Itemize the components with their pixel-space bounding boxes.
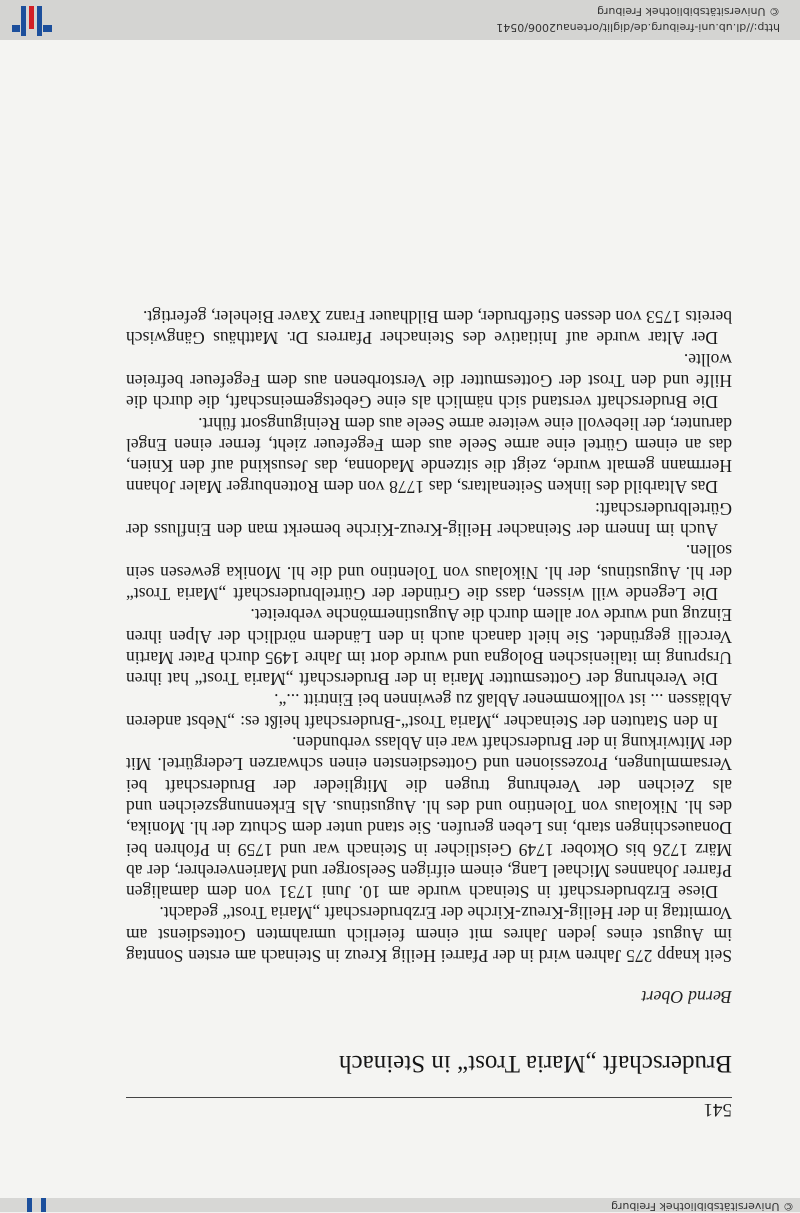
top-watermark-strip [0, 0, 800, 40]
paragraph: Seit knapp 275 Jahren wird in der Pfarrei Heilig Kreuz in Steinach am ersten Sonntag im August eines jeden Jahres mit einem feierlich umrahmten Gottesdienst am Vormittag in der Heilig-Kreuz-Kirche der Erzbruderschaft „Maria Trost“ gedacht. [126, 903, 732, 966]
paragraph: In den Statuten der Steinacher „Maria Trost“-Bruderschaft heißt es: „Nebst anderen Ablässen ... ist vollkommener Ablaß zu gewinnen bei Eintritt ...“. [126, 690, 732, 732]
paragraph: Das Altarbild des linken Seitenaltars, das 1778 von dem Rottenburger Maler Johann Herrmann gemalt wurde, zeigt die sitzende Madonna, das Jesuskind auf den Knien, das an einem Gürtel eine arme Seele aus dem Fegefeuer zieht, ferner einen Engel darunter, der liebevoll eine weitere arme Seele aus dem Reinigungsort führt. [126, 413, 732, 498]
paragraph: Die Legende will wissen, dass die Gründer der Gürtelbruderschaft „Maria Trost“ der hl. Augustinus, der hl. Nikolaus von Tolentino und die hl. Monika gewesen sein sollen. [126, 541, 732, 604]
article-author: Bernd Obert [641, 987, 732, 1007]
ub-freiburg-logo-icon [12, 6, 52, 36]
paragraph: Diese Erzbruderschaft in Steinach wurde am 10. Juni 1731 von dem damaligen Pfarrer Johannes Michael Lang, einem eifrigen Seelsorger und Marienverehrer, der ab März 1726 bis Oktober 1749 Geistlicher in Steinach war und 1759 in Pfohren bei Donaueschingen starb, ins Leben gerufen. Sie stand unter dem Schutz der hl. Monika, des hl. Nikolaus von Tolentino und des hl. Augustinus. Als Erkennungszeichen und als Zeichen der Verehrung trugen die Mitglieder der Bruderschaft bei Versammlungen, Prozessionen und Gottesdiensten einen schwarzen Ledergürtel. Mit der Mitwirkung in der Bruderschaft war ein Ablass verbunden. [126, 733, 732, 903]
paragraph: Die Verehrung der Gottesmutter Maria in der Bruderschaft „Maria Trost“ hat ihren Ursprung im italienischen Bologna und wurde dort im Jahre 1495 durch Pater Martin Vercelli gegründet. Sie hielt danach auch in den Ländern nördlich der Alpen ihren Einzug und wurde vor allem durch die Augustinermönche verbreitet. [126, 605, 732, 690]
paragraph: Auch im Innern der Steinacher Heilig-Kreuz-Kirche bemerkt man den Einfluss der Gürtelbruderschaft: [126, 498, 732, 541]
copyright-text: © Universitätsbibliothek Freiburg [597, 5, 780, 18]
paragraph: Die Bruderschaft verstand sich nämlich als eine Gebetsgemeinschaft, die durch die Hilfe und den Trost der Gottesmutter die Verstorbenen aus dem Fegefeuer befreien wollte. [126, 349, 732, 413]
page-number: 541 [703, 1099, 732, 1120]
paragraph: Der Altar wurde auf Initiative des Steinacher Pfarrers Dr. Matthäus Gängwisch bereits 1753 von dessen Stiefbruder, dem Bildhauer Franz Xaver Bieheler, gefertigt. [126, 307, 732, 349]
ub-logo-icon [14, 1198, 54, 1212]
article-title: Bruderschaft „Maria Trost“ in Steinach [339, 1050, 732, 1077]
bottom-copyright-text: © Universitätsbibliothek Freiburg [611, 1200, 794, 1213]
article-body [126, 306, 732, 966]
bottom-watermark-strip [0, 1198, 800, 1212]
header-rule [126, 1097, 732, 1098]
source-url[interactable]: http://dl.ub.uni-freiburg.de/diglit/ortenau2006/0541 [496, 21, 780, 34]
